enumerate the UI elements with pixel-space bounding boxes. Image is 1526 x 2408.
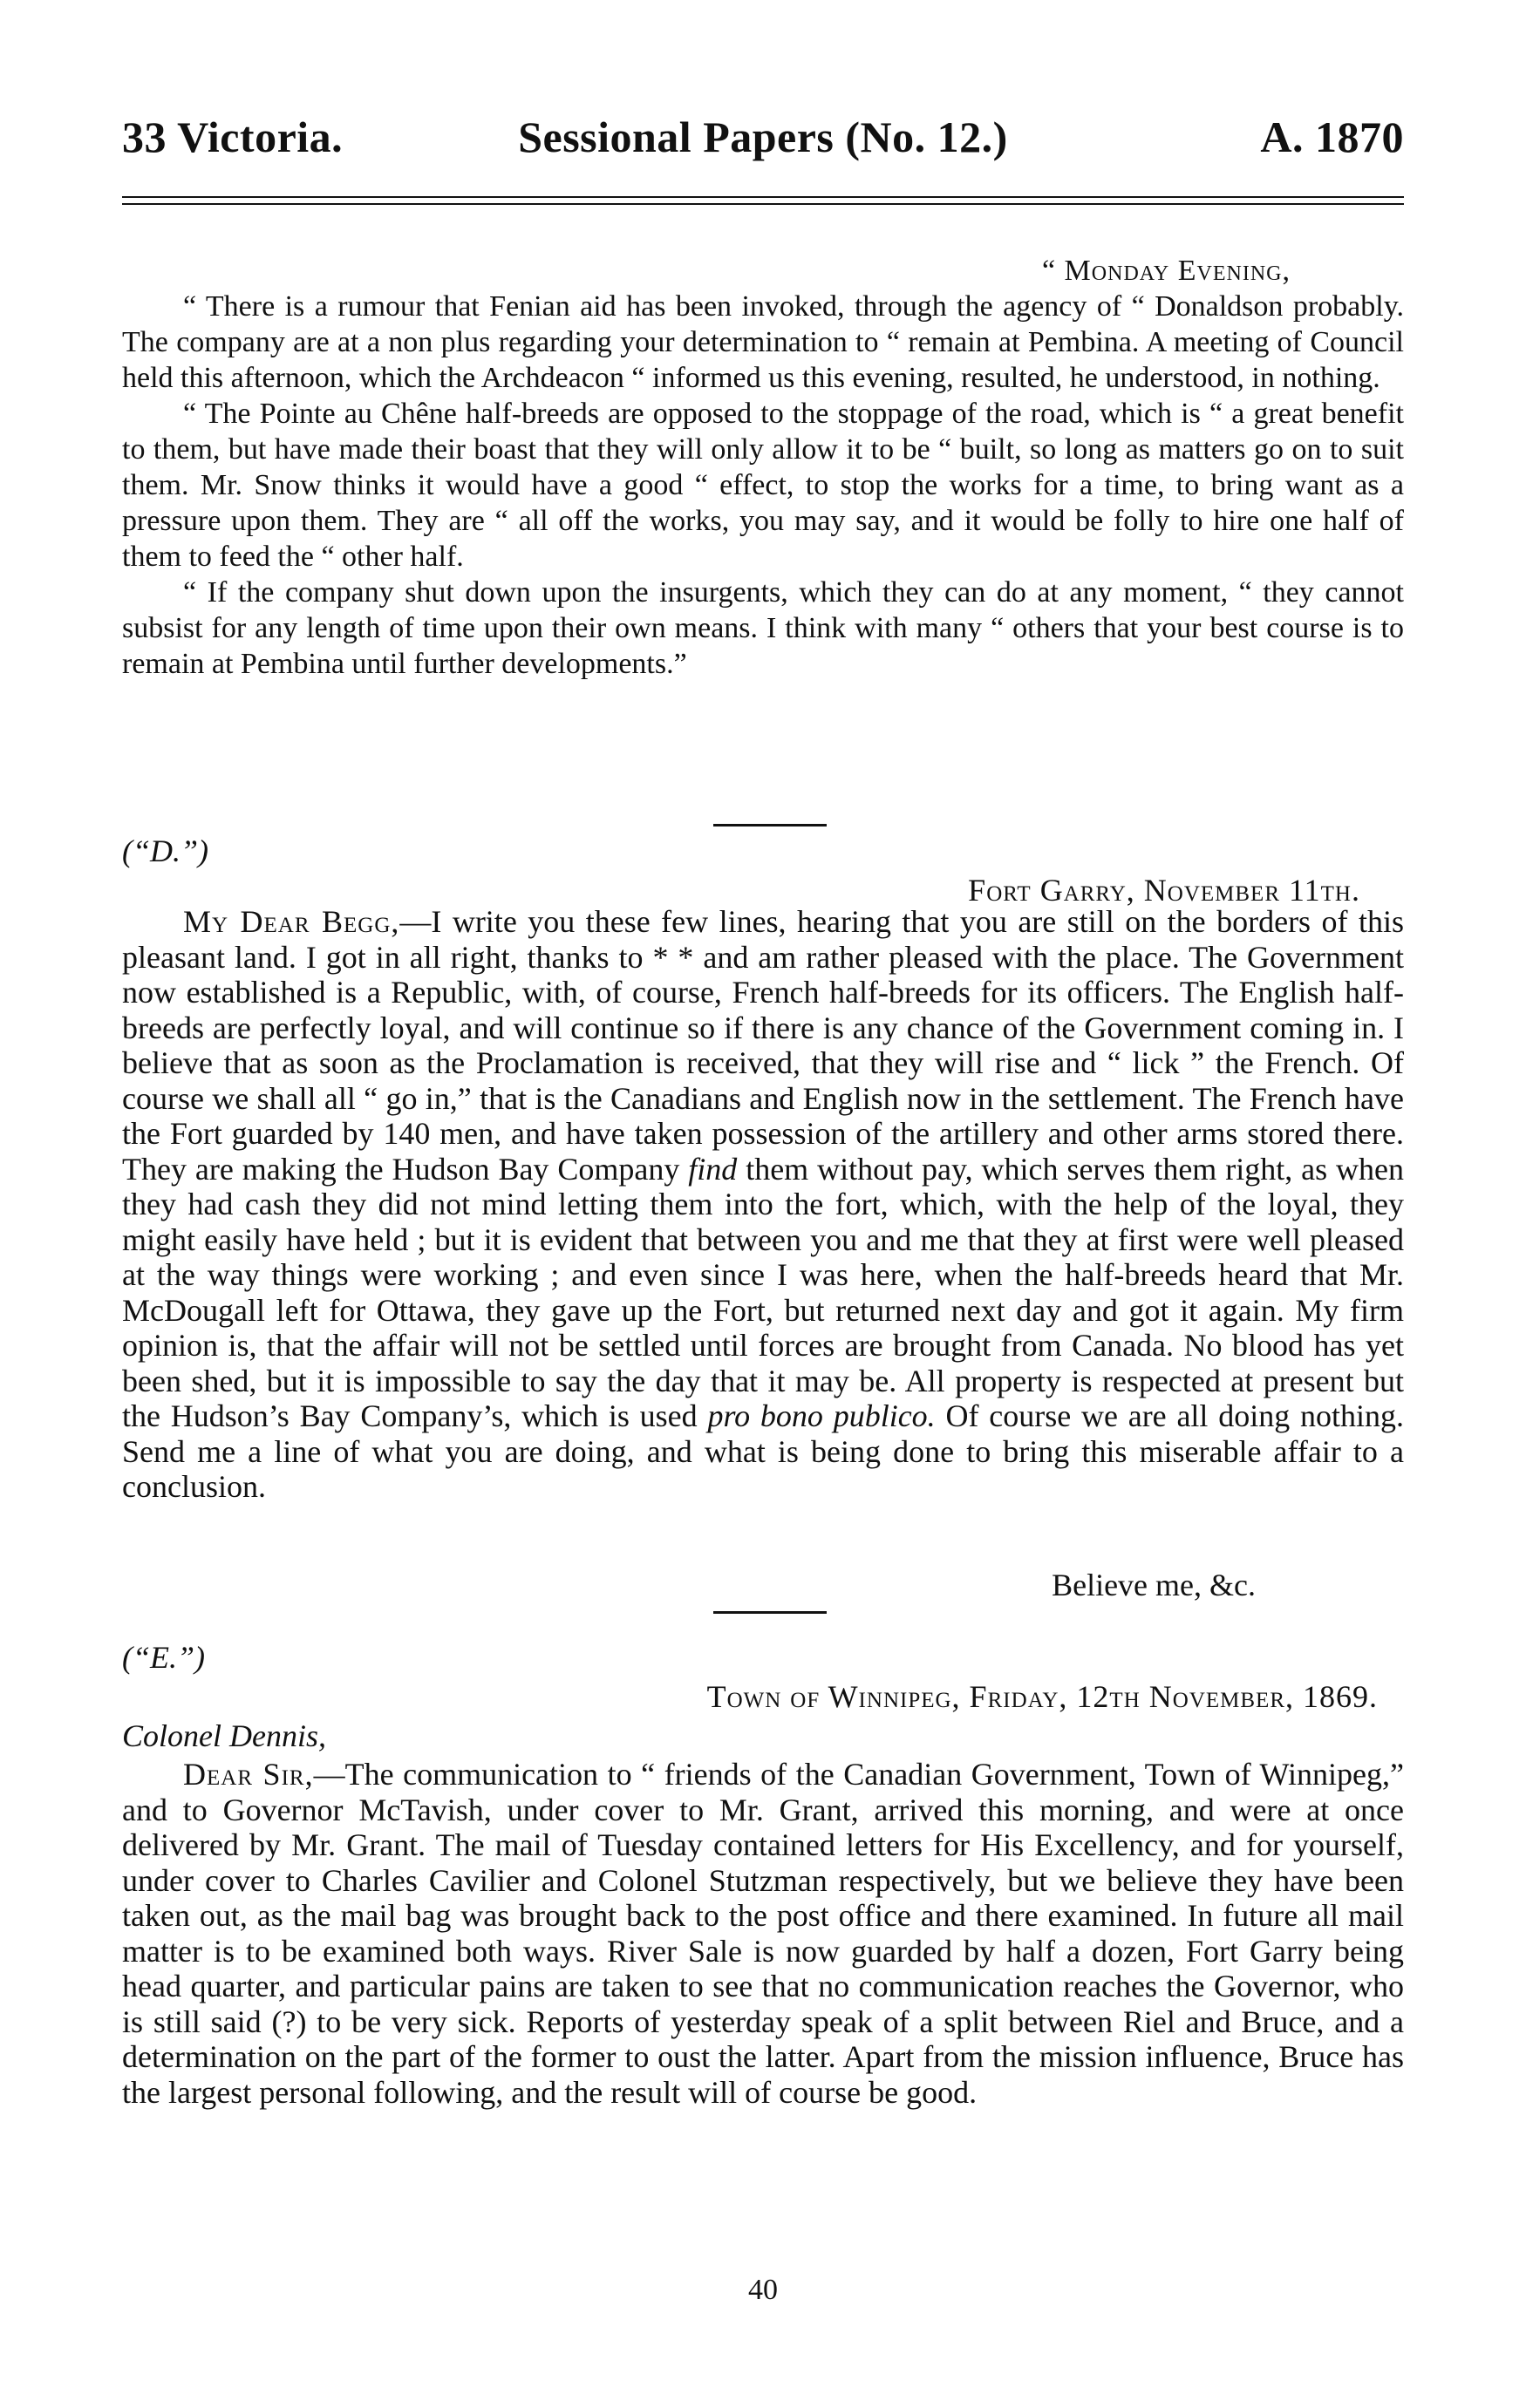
salutation: My Dear Begg, [183,904,400,939]
salutation: Dear Sir, [183,1757,314,1792]
page-number: 40 [748,2274,778,2306]
letter-label-e: (“E.”) [122,1640,206,1675]
header-session: 33 Victoria. [122,112,344,161]
paragraph: “ If the company shut down upon the insurgents, which they can do at any moment, “ they cannot subsist for any length of time upon their own means. I think with many “ others that your best course is to remain at Pembina until further developments.” [122,576,1404,680]
section-divider [713,1611,827,1614]
closing: Believe me, &c. [1052,1568,1256,1602]
letter-e-body: Dear Sir,—The communication to “ friends of the Canadian Government, Town of Winnipeg,” and to Governor McTavish, under cover to Mr. Grant, arrived this morning, and were at once delivered by Mr. Grant. The mail of Tuesday contained letters for His Excellency, and for yourself, under cover to Charles Cavilier and Colonel Stutzman respectively, but we believe they have been taken out, as the mail bag was brought back to the post office and there examined. In future all mail matter is to be examined both ways. River Sale is now guarded by half a dozen, Fort Garry being head quarter, and particular pains are taken to see that no communication reaches the Governor, who is still said (?) to be very sick. Reports of yesterday speak of a split between Riel and Bruce, and a determination on the part of the former to oust the latter. Apart from the mission influence, Bruce has the largest personal following, and the result will of course be good. [122,1757,1404,2110]
paragraph: “ The Pointe au Chêne half-breeds are opposed to the stoppage of the road, which is “ a great benefit to them, but have made their boast that they will only allow it to be “ built, so long as matters go on to suit them. Mr. Snow thinks it would have a good “ effect, to stop the works for a time, to bring want as a pressure upon them. They are “ all off the works, you may say, and it would be folly to hire one half of them to feed the “ other half. [122,398,1404,573]
header-rule-bottom [122,203,1404,205]
dateline-monday-evening: “ Monday Evening, [1041,255,1291,287]
letter-d-body: My Dear Begg,—I write you these few lines, hearing that you are still on the borders of this pleasant land. I got in all right, thanks to * * and am rather pleased with the place. The Government now established is a Republic, with, of course, French half-breeds for its officers. The English half-breeds are perfectly loyal, and will continue so if there is any chance of the Government coming in. I believe that as soon as the Proclamation is received, that they will rise and “ lick ” the French. Of course we shall all “ go in,” that is the Canadians and English now in the settlement. The French have the Fort guarded by 140 men, and have taken possession of the artillery and other arms stored there. They are making the Hudson Bay Company find them without pay, which serves them right, as when they had cash they did not mind letting them into the fort, which, with the help of the loyal, they might easily have held ; but it is evident that between you and me that they at first were well pleased at the way things were working ; and even since I was here, when the half-breeds heard that Mr. McDougall left for Ottawa, they gave up the Fort, but returned next day and got it again. My firm opinion is, that the affair will not be settled until forces are brought from Canada. No blood has yet been shed, but it is impossible to say the day that it may be. All property is respected at present but the Hudson’s Bay Company’s, which is used pro bono publico. Of course we are all doing nothing. Send me a line of what you are doing, and what is being done to bring this miserable affair to a conclusion. [122,904,1404,1504]
section-divider [713,824,827,826]
paragraph: “ There is a rumour that Fenian aid has been invoked, through the agency of “ Donaldson probably. The company are at a non plus regarding your determination to “ remain at Pembina. A meeting of Council held this afternoon, which the Archdeacon “ informed us this evening, resulted, he understood, in nothing. [122,290,1404,394]
header-rule-top [122,196,1404,198]
dateline-winnipeg: Town of Winnipeg, Friday, 12th November, 1869. [706,1679,1378,1714]
section-monday-evening [122,253,1404,682]
header-title: Sessional Papers (No. 12.) [518,112,1008,161]
addressee: Colonel Dennis, [122,1718,326,1753]
header-year: A. 1870 [1260,112,1404,161]
dateline-fort-garry: Fort Garry, November 11th. [968,873,1360,908]
letter-label-d: (“D.”) [122,833,209,868]
